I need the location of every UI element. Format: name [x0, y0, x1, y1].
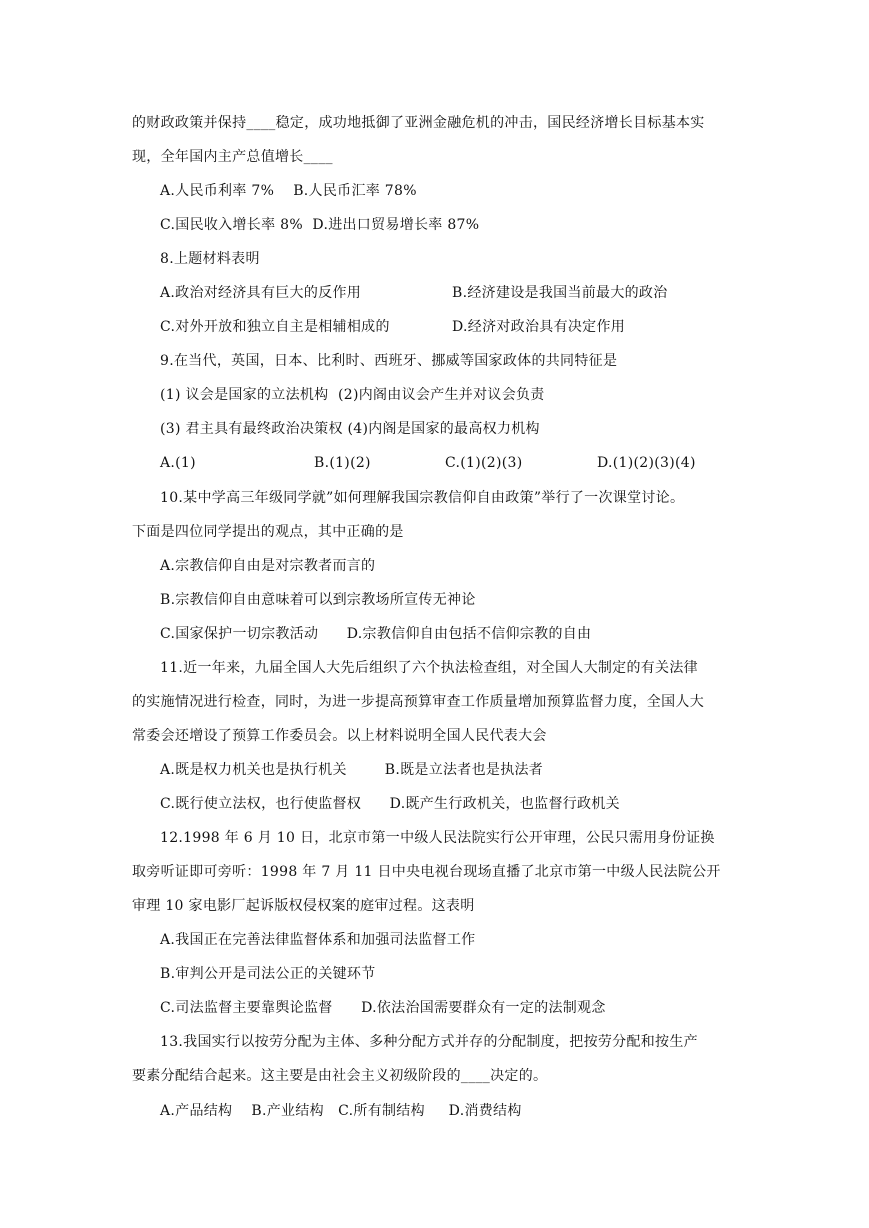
q11-options-cd: C.既行使立法权，也行使监督权 D.既产生行政机关，也监督行政机关: [160, 796, 620, 812]
q13-stem-line-2: 要素分配结合起来。这主要是由社会主义初级阶段的____决定的。: [132, 1068, 548, 1084]
q12-stem-line-3: 审理 10 家电影厂起诉版权侵权案的庭审过程。这表明: [132, 898, 475, 914]
q7-options-ab: A.人民币利率 7% B.人民币汇率 78%: [160, 183, 417, 199]
q11-options-ab: A.既是权力机关也是执行机关 B.既是立法者也是执法者: [160, 762, 544, 778]
q12-option-b: B.审判公开是司法公正的关键环节: [160, 966, 376, 982]
q9-option-d: D.(1)(2)(3)(4): [597, 455, 696, 471]
q12-stem-line-1: 12.1998 年 6 月 10 日，北京市第一中级人民法院实行公开审理，公民只需用身份证换: [160, 830, 715, 846]
q11-stem-line-2: 的实施情况进行检查，同时，为进一步提高预算审查工作质量增加预算监督力度，全国人大: [132, 694, 704, 710]
q9-items-1-2: (1) 议会是国家的立法机构 (2)内阁由议会产生并对议会负责: [160, 387, 545, 403]
q10-stem-line-1: 10.某中学高三年级同学就”如何理解我国宗教信仰自由政策”举行了一次课堂讨论。: [160, 490, 685, 506]
q8-option-d: D.经济对政治具有决定作用: [452, 319, 626, 335]
q8-option-a: A.政治对经济具有巨大的反作用: [160, 285, 362, 301]
q8-option-b: B.经济建设是我国当前最大的政治: [452, 285, 668, 301]
q12-stem-line-2: 取旁听证即可旁听：1998 年 7 月 11 日中央电视台现场直播了北京市第一中级人民法院公开: [132, 864, 721, 880]
q12-options-cd: C.司法监督主要靠舆论监督 D.依法治国需要群众有一定的法制观念: [160, 1000, 606, 1016]
q9-option-a: A.(1): [160, 455, 196, 471]
q12-option-a: A.我国正在完善法律监督体系和加强司法监督工作: [160, 932, 476, 948]
q9-option-b: B.(1)(2): [314, 455, 371, 471]
q7-stem-line-1: 的财政政策并保持____稳定，成功地抵御了亚洲金融危机的冲击，国民经济增长目标基本实: [132, 115, 705, 131]
q9-option-c: C.(1)(2)(3): [445, 455, 523, 471]
q9-items-3-4: (3) 君主具有最终政治决策权 (4)内阁是国家的最高权力机构: [160, 421, 540, 437]
q11-stem-line-1: 11.近一年来，九届全国人大先后组织了六个执法检查组，对全国人大制定的有关法律: [160, 660, 698, 676]
q8-option-c: C.对外开放和独立自主是相辅相成的: [160, 319, 390, 335]
q7-options-cd: C.国民收入增长率 8% D.进出口贸易增长率 87%: [160, 217, 480, 233]
q9-stem: 9.在当代，英国，日本、比利时、西班牙、挪威等国家政体的共同特征是: [160, 353, 618, 369]
q10-stem-line-2: 下面是四位同学提出的观点，其中正确的是: [132, 524, 404, 540]
q10-option-a: A.宗教信仰自由是对宗教者而言的: [160, 558, 376, 574]
q8-stem: 8.上题材料表明: [160, 251, 260, 267]
q13-stem-line-1: 13.我国实行以按劳分配为主体、多种分配方式并存的分配制度，把按劳分配和按生产: [160, 1034, 698, 1050]
q10-options-cd: C.国家保护一切宗教活动 D.宗教信仰自由包括不信仰宗教的自由: [160, 626, 592, 642]
q11-stem-line-3: 常委会还增设了预算工作委员会。以上材料说明全国人民代表大会: [132, 728, 547, 744]
q13-options: A.产品结构 B.产业结构 C.所有制结构 D.消费结构: [160, 1103, 522, 1119]
q10-option-b: B.宗教信仰自由意味着可以到宗教场所宣传无神论: [160, 592, 476, 608]
q7-stem-line-2: 现，全年国内主产总值增长____: [132, 149, 333, 165]
